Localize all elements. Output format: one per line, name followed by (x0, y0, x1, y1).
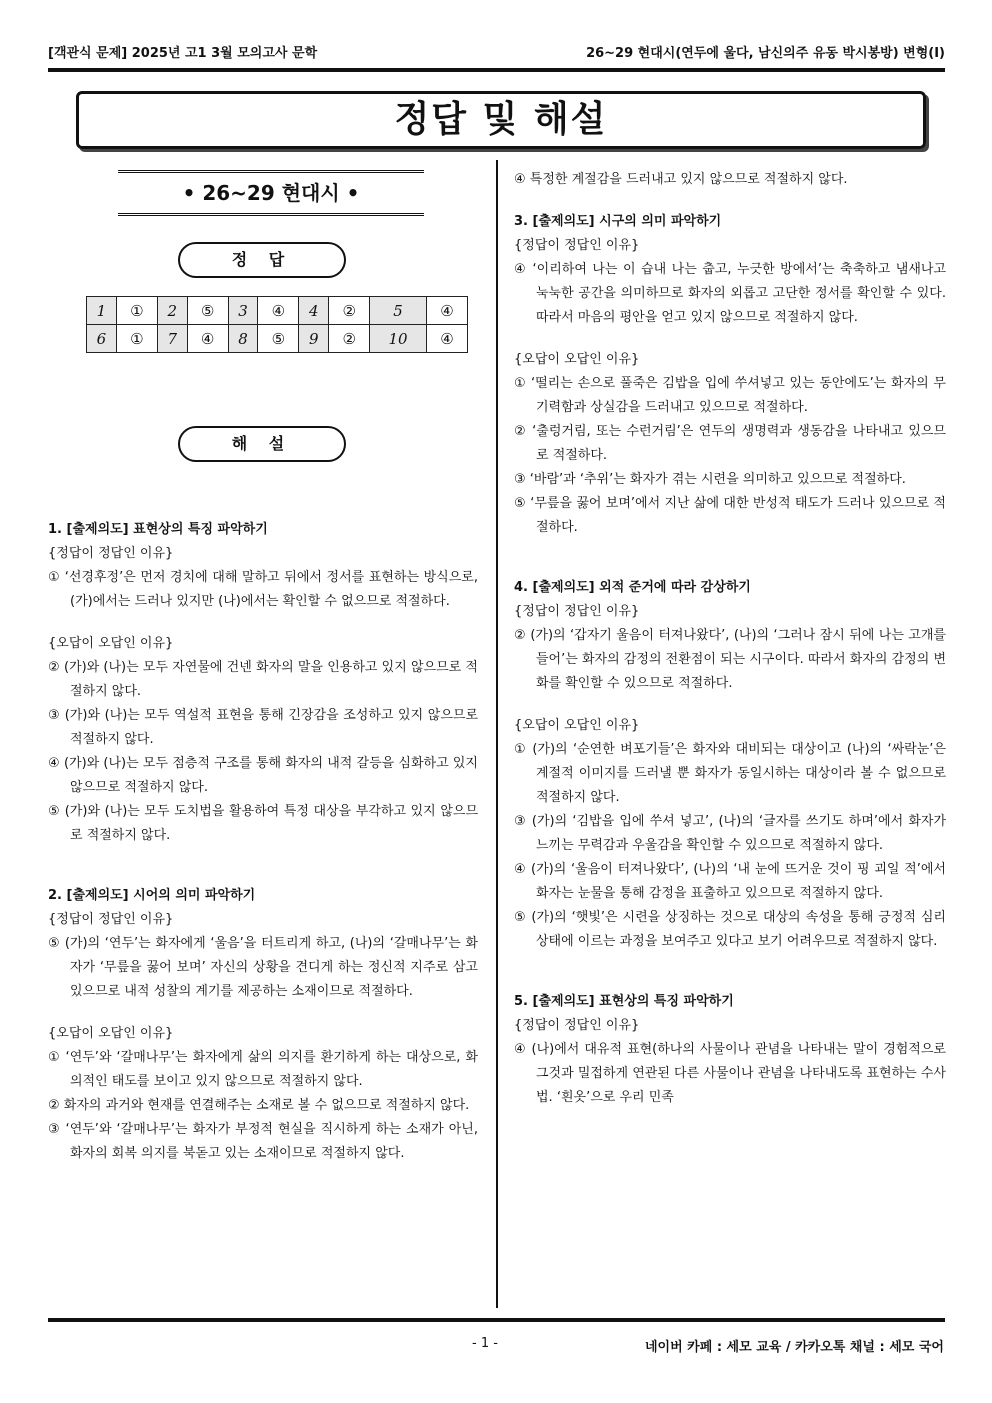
answer-choice: ② (329, 325, 370, 353)
question-number: 7 (157, 325, 187, 353)
group-label: {오답이 오답인 이유} (48, 1026, 174, 1041)
explanation-item: ③ ‘바람’과 ‘추위’는 화자가 겪는 시련을 의미하고 있으므로 적절하다. (514, 472, 906, 487)
spacer (514, 192, 946, 210)
explanation-item: ① ‘떨리는 손으로 풀죽은 김밥을 입에 쑤셔넣고 있는 동안에도’는 화자의 무기력함과 상실감을 드러내고 있으므로 적절하다. (514, 376, 946, 415)
answer-row (87, 325, 468, 353)
right-blocks (514, 210, 946, 1146)
explanation-item: ④ (가)의 ‘울음이 터져나왔다’, (나)의 ‘내 눈에 뜨거운 것이 핑 괴일 적’에서 화자는 눈물을 통해 감정을 표출하고 있으므로 적절하지 않다. (514, 862, 946, 901)
explanation-item: ② ‘출렁거림, 또는 수런거림’은 연두의 생명력과 생동감을 나타내고 있으므로 적절하다. (514, 424, 946, 463)
group-label: {정답이 정답인 이유} (48, 546, 174, 561)
group-label: {정답이 정답인 이유} (514, 238, 640, 253)
group-label: {정답이 정답인 이유} (48, 912, 174, 927)
answer-table (86, 296, 468, 353)
question-title: 2. [출제의도] 시어의 의미 파악하기 (48, 888, 256, 903)
explanation-item: ② (가)의 ‘갑자기 울음이 터져나왔다’, (나)의 ‘그러나 잠시 뒤에 나는 고개를 들어’는 화자의 감정의 전환점이 되는 시구이다. 따라서 화자의 감정의 변화를 확인할 수 있으므로 적절하다. (514, 628, 946, 691)
question-title: 5. [출제의도] 표현상의 특징 파악하기 (514, 994, 734, 1009)
spacer (514, 972, 946, 990)
explanation-item: ⑤ ‘무릎을 꿇어 보며’에서 지난 삶에 대한 반성적 태도가 드러나 있으므로 적절하다. (514, 496, 946, 535)
question-number: 2 (157, 297, 187, 325)
explanation-item: ② (가)와 (나)는 모두 자연물에 건넨 화자의 말을 인용하고 있지 않으므로 적절하지 않다. (48, 660, 478, 699)
explanation-item: ⑤ (가)의 ‘연두’는 화자에게 ‘울음’을 터트리게 하고, (나)의 ‘갈매나무’는 화자가 ‘무릎을 꿇어 보며’ 자신의 상황을 견디게 하는 정신적 지주로 삼고 있으므로 내적 성찰의 계기를 제공하는 소재이므로 적절하다. (48, 936, 478, 999)
explanation-block (514, 990, 946, 1110)
title-box (76, 91, 926, 149)
spacer (514, 558, 946, 576)
answer-choice: ① (116, 325, 157, 353)
group-label: {정답이 정답인 이유} (514, 604, 640, 619)
question-title: 4. [출제의도] 외적 준거에 따라 감상하기 (514, 580, 751, 595)
group-label: {오답이 오답인 이유} (48, 636, 174, 651)
spacer (514, 696, 946, 714)
explanation-item: ⑤ (가)의 ‘햇빛’은 시련을 상징하는 것으로 대상의 속성을 통해 긍정적 심리 상태에 이르는 과정을 보여주고 있다고 보기 어려우므로 적절하지 않다. (514, 910, 946, 949)
explanation-item: ④ ‘이리하여 나는 이 습내 나는 춥고, 누긋한 방에서’는 축축하고 냄새나고 눅눅한 공간을 의미하므로 화자의 외롭고 고단한 정서를 확인할 수 있다. 따라서 마음의 평안을 얻고 있지 않으므로 적절하지 않다. (514, 262, 946, 325)
explanation-block (48, 518, 478, 848)
explanation-block (514, 210, 946, 540)
header-right: 26~29 현대시(연두에 울다, 남신의주 유동 박시봉방) 변형(I) (586, 46, 945, 61)
spacer (514, 1128, 946, 1146)
answer-label: 정 답 (178, 242, 346, 278)
answer-choice: ④ (427, 325, 468, 353)
question-number: 3 (228, 297, 258, 325)
spacer (48, 1004, 478, 1022)
footer-credit: 네이버 카페 : 세모 교육 / 카카오톡 채널 : 세모 국어 (644, 1340, 944, 1355)
explanation-block (514, 576, 946, 954)
answer-row (87, 297, 468, 325)
question-number: 6 (87, 325, 117, 353)
explanation-block (48, 884, 478, 1166)
answer-choice: ② (329, 297, 370, 325)
question-number: 1 (87, 297, 117, 325)
page-number: - 1 - (472, 1336, 498, 1351)
explain-label: 해 설 (178, 426, 346, 462)
question-number: 5 (370, 297, 427, 325)
answer-choice: ⑤ (258, 325, 299, 353)
column-divider (496, 160, 498, 1308)
right-column (514, 168, 946, 1146)
explanation-item: ① ‘선경후정’은 먼저 경치에 대해 말하고 뒤에서 정서를 표현하는 방식으로, (가)에서는 드러나 있지만 (나)에서는 확인할 수 없으므로 적절하다. (48, 570, 478, 609)
question-number: 8 (228, 325, 258, 353)
group-label: {정답이 정답인 이유} (514, 1018, 640, 1033)
answer-choice: ④ (187, 325, 228, 353)
header-rule (48, 68, 945, 72)
explanation-item: ① ‘연두’와 ‘갈매나무’는 화자에게 삶의 의지를 환기하게 하는 대상으로, 화의적인 태도를 보이고 있지 않으므로 적절하지 않다. (48, 1050, 478, 1089)
page-header (48, 42, 945, 64)
question-number: 10 (370, 325, 427, 353)
spacer (48, 1184, 478, 1202)
right-top-item: ④ 특정한 계절감을 드러내고 있지 않으므로 적절하지 않다. (514, 172, 848, 187)
section-banner (118, 170, 424, 216)
page-title: 정답 및 해설 (394, 99, 608, 140)
explanation-item: ③ (가)와 (나)는 모두 역설적 표현을 통해 긴장감을 조성하고 있지 않으므로 적절하지 않다. (48, 708, 478, 747)
section-title: • 26~29 현대시 • (182, 181, 360, 205)
answer-choice: ① (116, 297, 157, 325)
answer-choice: ④ (427, 297, 468, 325)
explanation-item: ② 화자의 과거와 현재를 연결해주는 소재로 볼 수 없으므로 적절하지 않다. (48, 1098, 470, 1113)
explanation-item: ① (가)의 ‘순연한 벼포기들’은 화자와 대비되는 대상이고 (나)의 ‘싸락눈’은 계절적 이미지를 드러낼 뿐 화자가 동일시하는 대상이라 볼 수 없으므로 적절하지 않다. (514, 742, 946, 805)
explanation-item: ③ ‘연두’와 ‘갈매나무’는 화자가 부정적 현실을 직시하게 하는 소재가 아닌, 화자의 회복 의지를 북돋고 있는 소재이므로 적절하지 않다. (48, 1122, 478, 1161)
explanation-item: ⑤ (가)와 (나)는 모두 도치법을 활용하여 특정 대상을 부각하고 있지 않으므로 적절하지 않다. (48, 804, 478, 843)
answer-choice: ④ (258, 297, 299, 325)
question-number: 4 (299, 297, 329, 325)
explanation-item: ④ (나)에서 대유적 표현(하나의 사물이나 관념을 나타내는 말이 경험적으로 그것과 밀접하게 연관된 다른 사물이나 관념을 나타내도록 표현하는 수사법. ‘흰옷’으로 우리 민족 (514, 1042, 946, 1105)
header-left: [객관식 문제] 2025년 고1 3월 모의고사 문학 (48, 46, 318, 61)
question-title: 3. [출제의도] 시구의 의미 파악하기 (514, 214, 722, 229)
spacer (514, 330, 946, 348)
group-label: {오답이 오답인 이유} (514, 352, 640, 367)
spacer (48, 614, 478, 632)
explanation-item: ④ (가)와 (나)는 모두 점층적 구조를 통해 화자의 내적 갈등을 심화하고 있지 않으므로 적절하지 않다. (48, 756, 478, 795)
left-column (48, 518, 478, 1202)
footer-rule (48, 1318, 945, 1322)
group-label: {오답이 오답인 이유} (514, 718, 640, 733)
question-number: 9 (299, 325, 329, 353)
spacer (48, 866, 478, 884)
question-title: 1. [출제의도] 표현상의 특징 파악하기 (48, 522, 268, 537)
answer-choice: ⑤ (187, 297, 228, 325)
explanation-item: ③ (가)의 ‘김밥을 입에 쑤셔 넣고’, (나)의 ‘글자를 쓰기도 하며’에서 화자가 느끼는 무력감과 우울감을 확인할 수 있으므로 적절하지 않다. (514, 814, 946, 853)
